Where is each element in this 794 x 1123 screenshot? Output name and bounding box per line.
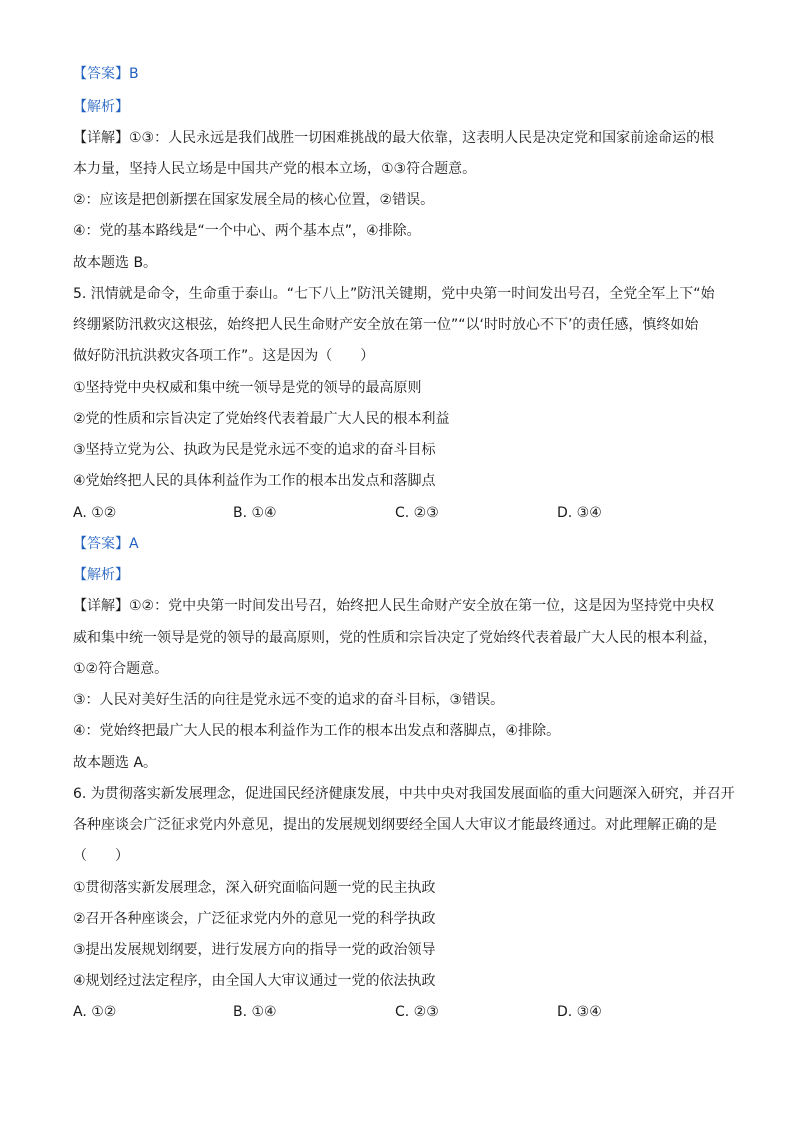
q5-option-c: C. ②③ bbox=[395, 505, 439, 521]
q5-stem-line: 5. 汛情就是命令，生命重于泰山。“七下八上”防汛关键期，党中央第一时间发出号召，全党全军上下“始 bbox=[73, 286, 715, 302]
q4-detail-line: ④：党的基本路线是“一个中心、两个基本点”，④排除。 bbox=[73, 223, 421, 239]
q4-analysis-heading: 【解析】 bbox=[73, 99, 129, 115]
q4-answer: 【答案】B bbox=[73, 66, 139, 82]
q4-detail-line: ②：应该是把创新摆在国家发展全局的核心位置，②错误。 bbox=[73, 192, 435, 208]
q6-stem-line: （ ） bbox=[73, 848, 129, 864]
q5-statement: ③坚持立党为公、执政为民是党永远不变的追求的奋斗目标 bbox=[73, 442, 436, 458]
q5-option-a: A. ①② bbox=[73, 505, 117, 521]
q5-analysis-heading: 【解析】 bbox=[73, 567, 129, 583]
q6-statement: ①贯彻落实新发展理念，深入研究面临问题一党的民主执政 bbox=[73, 880, 436, 896]
q5-option-d: D. ③④ bbox=[557, 505, 602, 521]
q5-statement: ④党始终把人民的具体利益作为工作的根本出发点和落脚点 bbox=[73, 473, 436, 489]
q6-stem-line: 各种座谈会广泛征求党内外意见，提出的发展规划纲要经全国人大审议才能最终通过。对此理解正确的是 bbox=[73, 817, 717, 833]
q4-conclusion: 故本题选 B。 bbox=[73, 255, 158, 271]
q5-conclusion: 故本题选 A。 bbox=[73, 755, 158, 771]
q6-stem-line: 6. 为贯彻落实新发展理念，促进国民经济健康发展，中共中央对我国发展面临的重大问题深入研究，并召开 bbox=[73, 786, 735, 802]
q5-stem-line: 终绷紧防汛救灾这根弦，始终把人民生命财产安全放在第一位”“以‘时时放心不下’的责任感，慎终如始 bbox=[73, 317, 699, 333]
q5-detail-line: 威和集中统一领导是党的领导的最高原则，党的性质和宗旨决定了党始终代表着最广大人民的根本利益， bbox=[73, 630, 717, 646]
q5-detail-line: ④：党始终把最广大人民的根本利益作为工作的根本出发点和落脚点，④排除。 bbox=[73, 723, 561, 739]
q4-detail-line: 本力量，坚持人民立场是中国共产党的根本立场，①③符合题意。 bbox=[73, 161, 477, 177]
q5-detail-line: ①②符合题意。 bbox=[73, 661, 169, 677]
q5-statement: ②党的性质和宗旨决定了党始终代表着最广大人民的根本利益 bbox=[73, 411, 450, 427]
q5-detail-line: ③：人民对美好生活的向往是党永远不变的追求的奋斗目标，③错误。 bbox=[73, 692, 505, 708]
q6-option-a: A. ①② bbox=[73, 1004, 117, 1020]
q6-options bbox=[73, 1002, 734, 1022]
q6-statement: ③提出发展规划纲要，进行发展方向的指导一党的政治领导 bbox=[73, 942, 436, 958]
q6-statement: ②召开各种座谈会，广泛征求党内外的意见一党的科学执政 bbox=[73, 911, 436, 927]
q5-answer: 【答案】A bbox=[73, 536, 139, 552]
q6-statement: ④规划经过法定程序，由全国人大审议通过一党的依法执政 bbox=[73, 973, 436, 989]
q6-option-c: C. ②③ bbox=[395, 1004, 439, 1020]
q6-option-d: D. ③④ bbox=[557, 1004, 602, 1020]
q5-stem-line: 做好防汛抗洪救灾各项工作”。这是因为（ ） bbox=[73, 348, 375, 364]
q5-statement: ①坚持党中央权威和集中统一领导是党的领导的最高原则 bbox=[73, 380, 422, 396]
q5-option-b: B. ①④ bbox=[233, 505, 277, 521]
q5-options bbox=[73, 503, 734, 523]
q4-detail-line: 【详解】①③：人民永远是我们战胜一切困难挑战的最大依靠，这表明人民是决定党和国家前途命运的根 bbox=[73, 130, 715, 146]
q5-detail-line: 【详解】①②：党中央第一时间发出号召，始终把人民生命财产安全放在第一位，这是因为坚持党中央权 bbox=[73, 598, 715, 614]
q6-option-b: B. ①④ bbox=[233, 1004, 277, 1020]
